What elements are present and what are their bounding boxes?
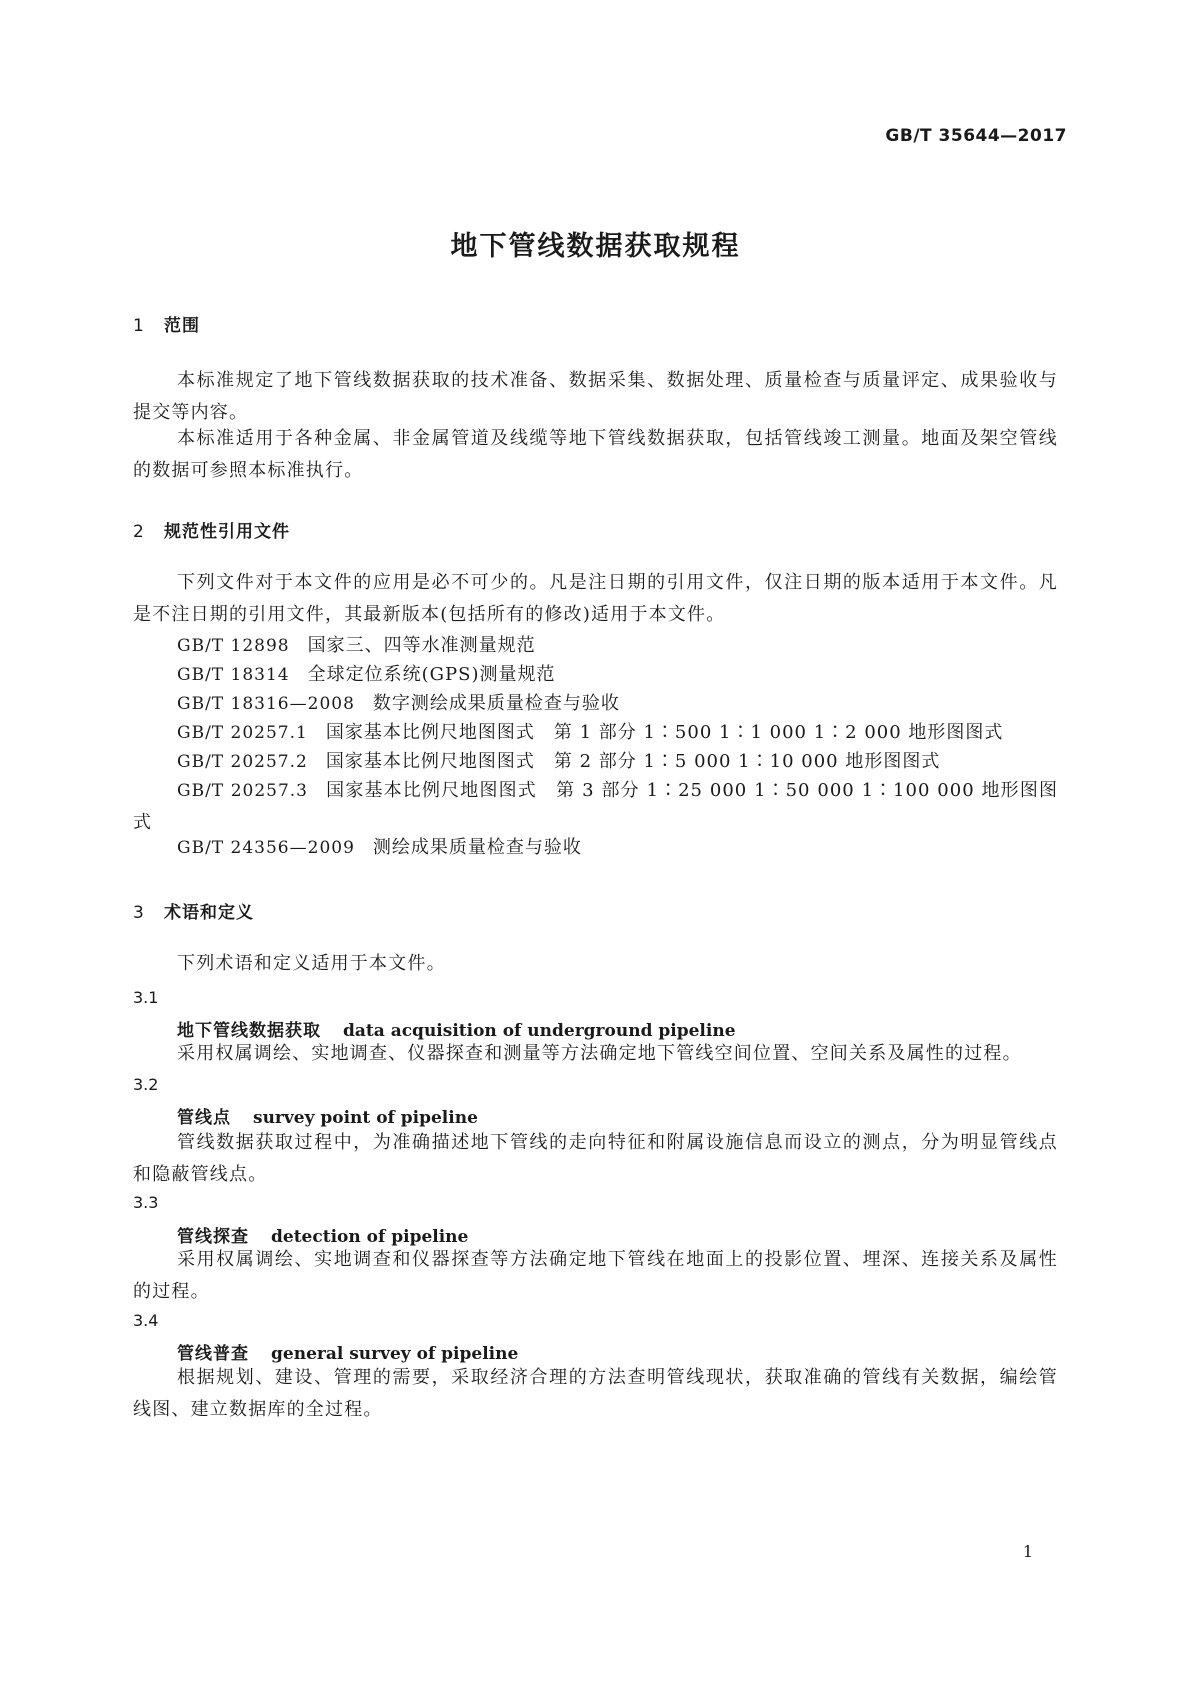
reference-code: GB/T 20257.2	[177, 752, 308, 772]
term-en: data acquisition of underground pipeline	[343, 1021, 736, 1041]
term-en: survey point of pipeline	[253, 1108, 478, 1128]
section-3-heading	[133, 898, 254, 923]
term-definition: 根据规划、建设、管理的需要，采取经济合理的方法查明管线现状，获取准确的管线有关数据，编绘管线图、建立数据库的全过程。	[133, 1367, 1058, 1420]
section-2-heading	[133, 517, 290, 542]
reference-title: 测绘成果质量检查与验收	[372, 837, 582, 858]
reference-title: 国家三、四等水准测量规范	[307, 635, 536, 656]
term-number: 3.4	[133, 1311, 159, 1330]
term-definition: 管线数据获取过程中，为准确描述地下管线的走向特征和附属设施信息而设立的测点，分为明显管线点和隐蔽管线点。	[133, 1132, 1058, 1185]
standard-code: GB/T 35644—2017	[885, 126, 1067, 146]
term-definition: 采用权属调绘、实地调查和仪器探查等方法确定地下管线在地面上的投影位置、埋深、连接关系及属性的过程。	[133, 1249, 1058, 1302]
scope-paragraph-2: 本标准适用于各种金属、非金属管道及线缆等地下管线数据获取，包括管线竣工测量。地面及架空管线的数据可参照本标准执行。	[133, 428, 1058, 481]
reference-item	[177, 659, 556, 691]
section-title: 范围	[164, 316, 200, 336]
reference-code: GB/T 18316—2008	[177, 694, 355, 714]
reference-item	[133, 775, 1058, 839]
reference-title: 国家基本比例尺地图图式 第 3 部分 1∶25 000 1∶50 000 1∶100 000 地形图图式	[133, 780, 1059, 833]
term-heading	[177, 1103, 478, 1128]
term-zh: 管线点	[177, 1108, 231, 1128]
reference-title: 国家基本比例尺地图图式 第 2 部分 1∶5 000 1∶10 000 地形图图式	[325, 751, 941, 772]
reference-item	[177, 832, 582, 864]
reference-item	[177, 746, 940, 778]
term-en: detection of pipeline	[271, 1227, 469, 1247]
scope-paragraph-1: 本标准规定了地下管线数据获取的技术准备、数据采集、数据处理、质量检查与质量评定、成果验收与提交等内容。	[133, 370, 1058, 423]
reference-code: GB/T 18314	[177, 665, 290, 685]
reference-code: GB/T 20257.3	[177, 781, 309, 801]
term-zh: 管线探查	[177, 1227, 249, 1247]
reference-title: 全球定位系统(GPS)测量规范	[307, 664, 556, 685]
reference-item	[177, 717, 1003, 749]
reference-title: 数字测绘成果质量检查与验收	[372, 693, 620, 714]
reference-item	[177, 688, 620, 720]
terms-intro: 下列术语和定义适用于本文件。	[177, 953, 446, 974]
section-title: 规范性引用文件	[164, 522, 290, 542]
term-definition: 采用权属调绘、实地调查、仪器探查和测量等方法确定地下管线空间位置、空间关系及属性的过程。	[177, 1043, 1022, 1064]
term-zh: 地下管线数据获取	[177, 1021, 321, 1041]
section-number: 3	[133, 903, 145, 923]
section-number: 1	[133, 316, 145, 336]
term-heading	[177, 1339, 518, 1364]
reference-item	[177, 630, 536, 662]
term-number: 3.3	[133, 1193, 159, 1212]
page-number: 1	[1022, 1542, 1033, 1561]
reference-code: GB/T 24356—2009	[177, 838, 355, 858]
term-number: 3.2	[133, 1075, 159, 1094]
term-zh: 管线普查	[177, 1344, 249, 1364]
section-number: 2	[133, 522, 145, 542]
document-title: 地下管线数据获取规程	[450, 231, 741, 262]
reference-code: GB/T 20257.1	[177, 723, 308, 743]
section-title: 术语和定义	[164, 903, 254, 923]
section-1-heading	[133, 311, 200, 336]
reference-title: 国家基本比例尺地图图式 第 1 部分 1∶500 1∶1 000 1∶2 000 地形图图式	[325, 722, 1004, 743]
term-number: 3.1	[133, 988, 159, 1007]
term-en: general survey of pipeline	[271, 1344, 519, 1364]
reference-code: GB/T 12898	[177, 636, 290, 656]
references-intro: 下列文件对于本文件的应用是必不可少的。凡是注日期的引用文件，仅注日期的版本适用于本文件。凡是不注日期的引用文件，其最新版本(包括所有的修改)适用于本文件。	[133, 572, 1058, 625]
